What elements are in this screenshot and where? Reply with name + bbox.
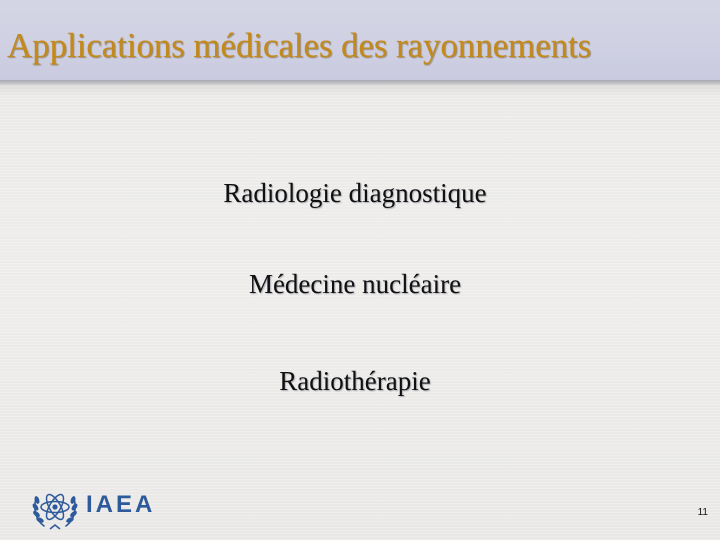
topic-medecine-nucleaire: Médecine nucléaire	[248, 269, 462, 299]
header-divider-shadow	[0, 86, 720, 96]
topic-radiologie: Radiologie diagnostique	[223, 178, 487, 208]
slide-title: Applications médicales des rayonnements	[7, 26, 592, 65]
iaea-logo-text: IAEA	[86, 491, 156, 518]
topic-radiotherapie: Radiothérapie	[279, 366, 431, 396]
iaea-emblem-icon	[28, 480, 82, 534]
iaea-logo	[28, 480, 168, 534]
page-number: 11	[697, 507, 708, 518]
